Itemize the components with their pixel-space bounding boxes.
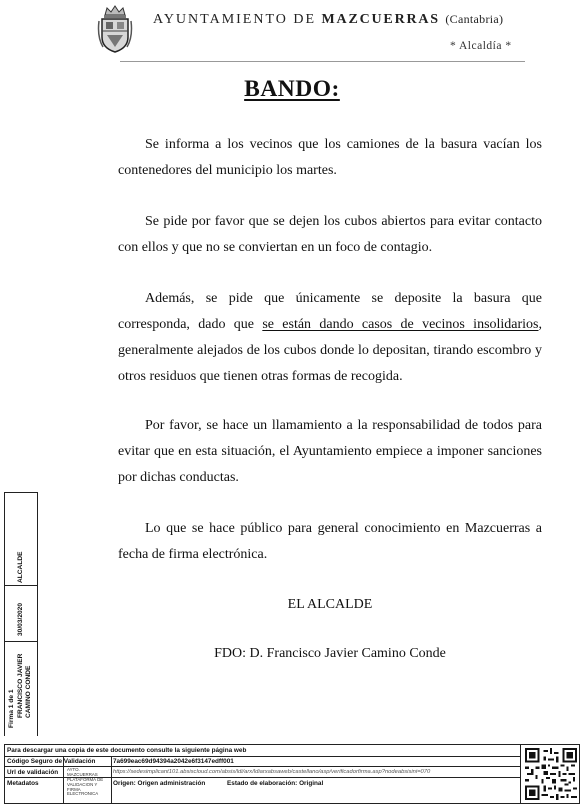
paragraph-5 [118,516,542,568]
paragraph-3-text-end: , generalmente alejados de los cubos donde lo depositan, tirando escombro y otros residuos que tienen otras formas de recogida. [118,317,543,384]
signature-line: FDO: D. Francisco Javier Camino Conde [214,646,446,661]
title-prefix: AYUNTAMIENTO DE [153,12,317,27]
municipality-title [153,12,503,28]
csv-value[interactable]: 7a699eac69d94394a2042e6f3147edff001 [113,758,234,765]
paragraph-1 [118,132,542,184]
office-subtitle: * Alcaldía * [450,40,512,52]
strip-role: ALCALDE [17,551,24,583]
paragraph-3 [118,286,542,390]
signature-strip [4,492,38,736]
paragraph-1-text: Se informa a los vecinos que los camiones de la basura vacían los contenedores del municipio los martes. [118,137,542,178]
metadata-row [5,778,520,803]
strip-date: 30/03/2020 [17,602,24,636]
paragraph-3-underlined-text: se están dando casos de vecinos insolidarios [262,317,539,332]
paragraph-2-text: Se pide por favor que se dejen los cubos abiertos para evitar contacto con ellos y que no se conviertan en un foco de contagio. [118,214,542,255]
metadata-origin: Origen: Origen administración [113,780,206,787]
document-title-text: BANDO: [244,76,340,102]
footer-column-divider [63,757,64,803]
paragraph-4 [118,413,542,491]
download-row [5,745,520,757]
header-divider [120,61,525,62]
metadata-label: Metadatos [7,780,39,787]
coat-of-arms-icon [97,3,133,55]
url-label: Url de validación [7,769,59,776]
title-name: MAZCUERRAS [321,12,440,27]
qr-code-icon[interactable] [525,748,577,800]
footer-column-divider [111,757,112,803]
metadata-state: Estado de elaboración: Original [227,780,324,787]
title-region: (Cantabria) [445,12,504,26]
download-text: Para descargar una copia de este documento consulte la siguiente página web [7,747,247,754]
csv-row [5,757,520,767]
strip-signature-count: Firma 1 de 1 [8,689,15,728]
paragraph-3-text-start: Además, se pide que únicamente se deposite la basura que corresponda, dado que [118,291,542,332]
metadata-issuer: PLATAFORMA DE VALIDACION Y FIRMA ELECTRONICA [67,777,104,797]
url-issuer: AYTO. MAZCUERRAS [67,767,98,777]
paragraph-4-text: Por favor, se hace un llamamiento a la responsabilidad de todos para evitar que en esta situación, el Ayuntamiento empiece a imponer sanciones por dichas conductas. [118,418,542,485]
strip-signer-line-1: FRANCISCO JAVIER [17,653,24,718]
paragraph-5-text: Lo que se hace público para general conocimiento en Mazcuerras a fecha de firma electrónica. [118,521,542,562]
strip-divider [5,641,37,642]
document-title [0,76,584,103]
csv-label: Código Seguro de Validación [7,758,96,765]
strip-divider [5,585,37,586]
footer-column-divider [520,745,521,803]
validation-url-link[interactable]: https://sedesimplicant101.absiscloud.com/absis/ldi/arx/ldiarxabsaweb/castellano/asp/verificadorfirma.asp?nodeabsisini=070 [113,769,431,775]
paragraph-2 [118,209,542,261]
strip-signer-line-2: CAMINO CONDE [25,665,32,718]
signer-title: EL ALCALDE [287,597,373,612]
verification-footer [4,744,580,804]
